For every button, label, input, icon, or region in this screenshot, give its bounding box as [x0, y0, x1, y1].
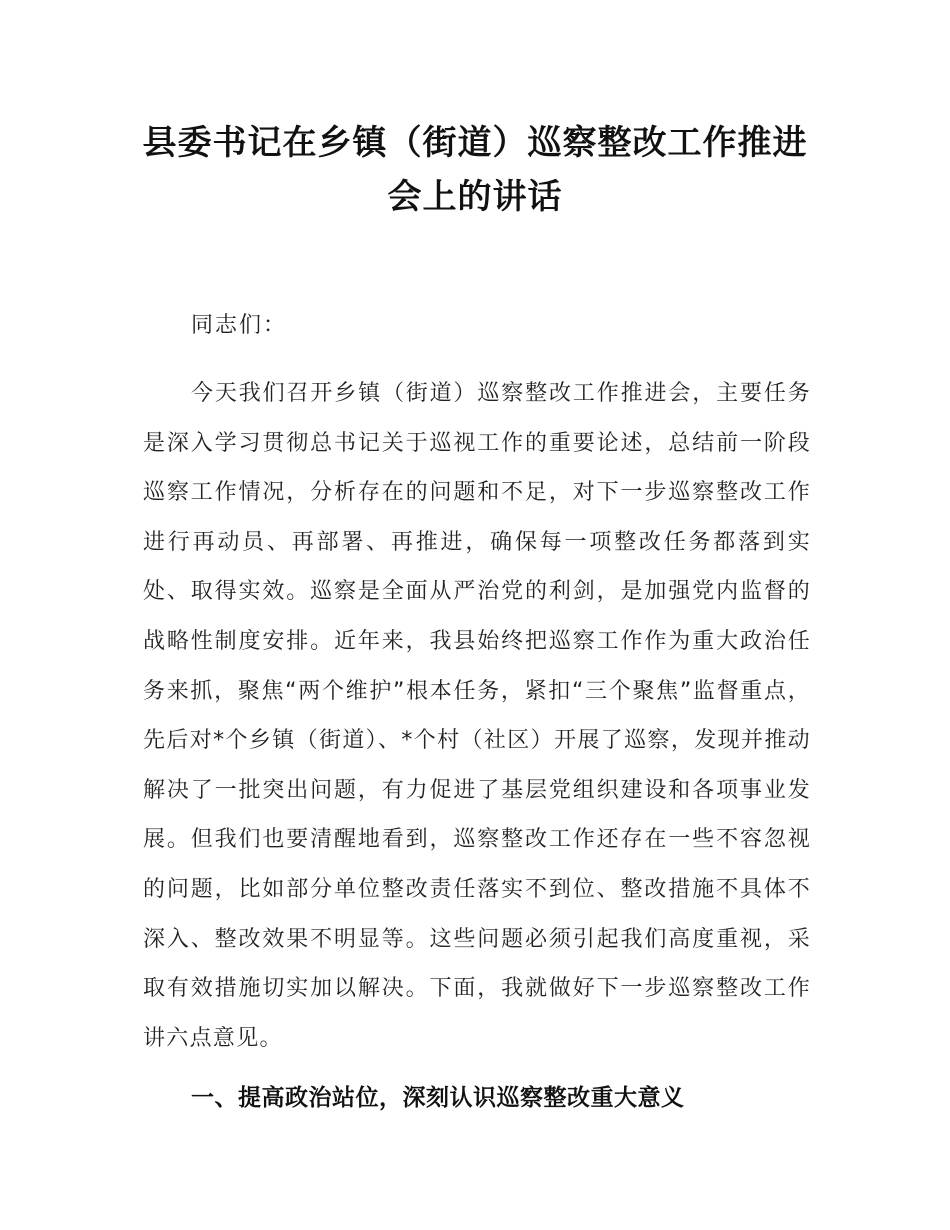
title-line-2: 会上的讲话 — [387, 177, 563, 217]
document-title — [110, 116, 840, 224]
section-heading: 一、提高政治站位，深刻认识巡察整改重大意义 — [191, 1085, 685, 1111]
body-paragraph: 今天我们召开乡镇（街道）巡察整改工作推进会，主要任务是深入学习贯彻总书记关于巡视工作的重要论述，总结前一阶段巡察工作情况，分析存在的问题和不足，对下一步巡察整改工作进行再动员、再部署、再推进，确保每一项整改任务都落到实处、取得实效。巡察是全面从严治党的利剑，是加强党内监督的战略性制度安排。近年来，我县始终把巡察工作作为重大政治任务来抓，聚焦“两个维护”根本任务，紧扣“三个聚焦”监督重点，先后对*个乡镇（街道）、*个村（社区）开展了巡察，发现并推动解决了一批突出问题，有力促进了基层党组织建设和各项事业发展。但我们也要清醒地看到，巡察整改工作还存在一些不容忽视的问题，比如部分单位整改责任落实不到位、整改措施不具体不深入、整改效果不明显等。这些问题必须引起我们高度重视，采取有效措施切实加以解决。下面，我就做好下一步巡察整改工作讲六点意见。 — [143, 381, 811, 1051]
title-line-1: 县委书记在乡镇（街道）巡察整改工作推进 — [142, 123, 808, 163]
greeting: 同志们： — [191, 313, 288, 338]
